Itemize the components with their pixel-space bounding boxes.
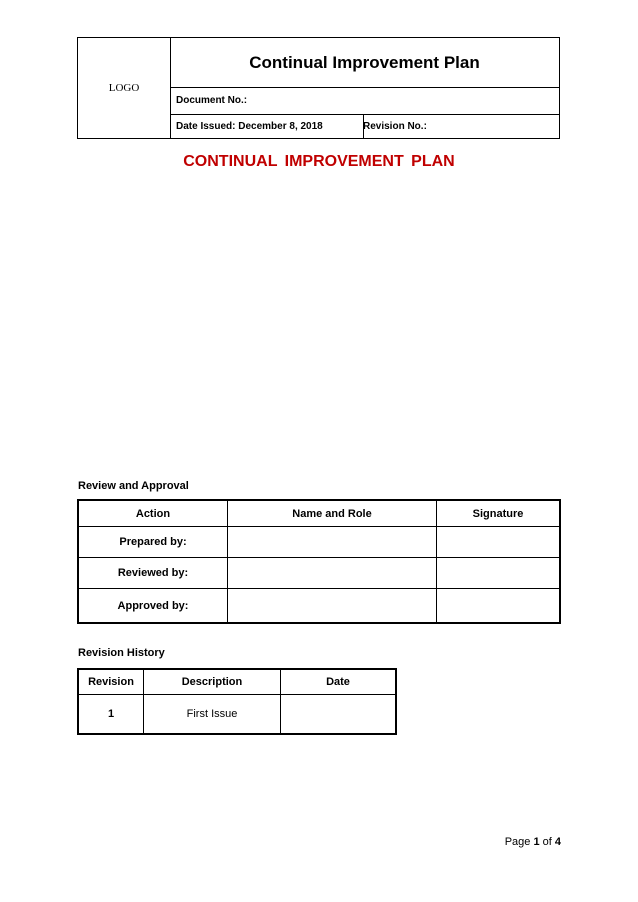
signature-cell[interactable] xyxy=(437,589,561,624)
signature-cell[interactable] xyxy=(437,527,561,558)
row-label-approved: Approved by: xyxy=(78,589,228,624)
table-row xyxy=(78,527,560,558)
page-total: 4 xyxy=(554,836,561,848)
name-role-cell[interactable] xyxy=(228,527,437,558)
column-header-description: Description xyxy=(144,669,281,695)
row-label-prepared: Prepared by: xyxy=(78,527,228,558)
column-header-date: Date xyxy=(281,669,397,695)
signature-cell[interactable] xyxy=(437,558,561,589)
revision-cell: 1 xyxy=(78,695,144,735)
table-row xyxy=(78,558,560,589)
page-prefix: Page xyxy=(504,836,534,848)
name-role-cell[interactable] xyxy=(228,589,437,624)
column-header-action: Action xyxy=(78,500,228,527)
document-header xyxy=(77,37,560,139)
revision-history-heading: Revision History xyxy=(78,647,165,659)
name-role-cell[interactable] xyxy=(228,558,437,589)
page-number xyxy=(505,836,561,848)
revision-number-field: Revision No.: xyxy=(363,120,427,132)
table-row xyxy=(78,589,560,624)
header-title: Continual Improvement Plan xyxy=(170,38,559,88)
page-current: 1 xyxy=(533,836,540,848)
description-cell: First Issue xyxy=(144,695,281,735)
review-approval-heading: Review and Approval xyxy=(78,480,189,492)
date-issued-field: Date Issued: December 8, 2018 xyxy=(170,114,364,138)
review-approval-table xyxy=(77,499,561,624)
column-header-name-role: Name and Role xyxy=(228,500,437,527)
page-of: of xyxy=(539,836,555,848)
column-header-signature: Signature xyxy=(437,500,561,527)
page-title: CONTINUAL IMPROVEMENT PLAN xyxy=(183,153,455,170)
table-header-row xyxy=(78,500,560,527)
table-row xyxy=(78,695,396,735)
logo-placeholder: LOGO xyxy=(78,38,171,138)
row-label-reviewed: Reviewed by: xyxy=(78,558,228,589)
table-header-row xyxy=(78,669,396,695)
document-number-field: Document No.: xyxy=(170,87,559,115)
column-header-revision: Revision xyxy=(78,669,144,695)
revision-history-table xyxy=(77,668,397,735)
date-cell[interactable] xyxy=(281,695,397,735)
